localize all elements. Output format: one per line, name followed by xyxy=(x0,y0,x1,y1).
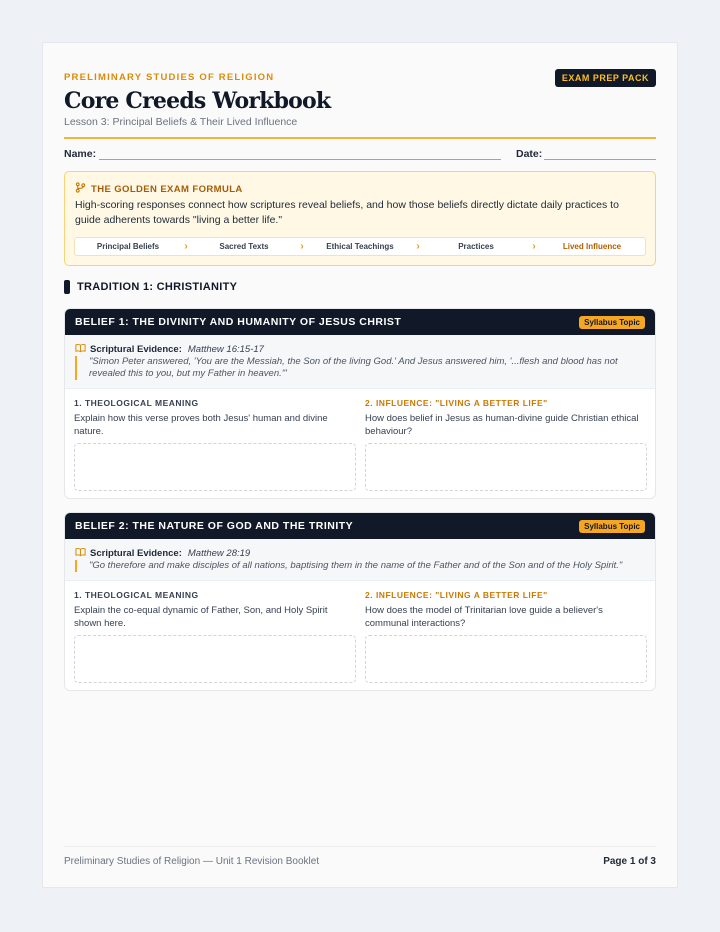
evidence-label: Scriptural Evidence: xyxy=(90,548,182,559)
course-kicker: PRELIMINARY STUDIES OF RELIGION xyxy=(64,72,275,83)
question-text: How does belief in Jesus as human-divine guide Christian ethical behaviour? xyxy=(365,413,639,437)
influence-question xyxy=(365,590,647,683)
chevron-right-icon: › xyxy=(300,241,304,252)
book-icon xyxy=(75,343,86,356)
footer-text: Preliminary Studies of Religion — Unit 1 Revision Booklet xyxy=(64,856,320,867)
step-lived-influence: Lived Influence xyxy=(562,242,622,251)
scripture-quote: "Simon Peter answered, 'You are the Messiah, the Son of the living God.' And Jesus answered him, '...flesh and blood has not revealed this to you, but my Father in heaven.'" xyxy=(75,356,625,380)
belief-header xyxy=(65,309,655,335)
scripture-reference: Matthew 16:15-17 xyxy=(187,344,264,355)
branch-icon xyxy=(75,182,86,196)
question-label: 2. INFLUENCE: "LIVING A BETTER LIFE" xyxy=(365,398,548,408)
evidence-label: Scriptural Evidence: xyxy=(90,344,182,355)
page-title: Core Creeds Workbook xyxy=(64,88,331,114)
name-label: Name: xyxy=(64,148,97,160)
answer-box[interactable] xyxy=(365,635,647,683)
belief-title: BELIEF 2: THE NATURE OF GOD AND THE TRINITY xyxy=(75,520,354,532)
answer-box[interactable] xyxy=(74,443,356,491)
question-text: How does the model of Trinitarian love guide a believer's communal interactions? xyxy=(365,605,603,629)
question-label: 1. THEOLOGICAL MEANING xyxy=(74,590,199,600)
book-icon xyxy=(75,547,86,560)
theological-meaning-question xyxy=(74,398,356,491)
question-text: Explain how this verse proves both Jesus' human and divine nature. xyxy=(74,413,328,437)
question-text: Explain the co-equal dynamic of Father, Son, and Holy Spirit shown here. xyxy=(74,605,328,629)
belief-title: BELIEF 1: THE DIVINITY AND HUMANITY OF JESUS CHRIST xyxy=(75,316,402,328)
tradition-heading xyxy=(64,280,237,294)
section-marker xyxy=(64,280,70,294)
formula-heading-text: THE GOLDEN EXAM FORMULA xyxy=(91,183,243,195)
scripture-evidence xyxy=(65,335,655,389)
student-info-row xyxy=(64,148,656,162)
formula-steps xyxy=(74,237,646,256)
theological-meaning-question xyxy=(74,590,356,683)
influence-question xyxy=(365,398,647,491)
question-label: 1. THEOLOGICAL MEANING xyxy=(74,398,199,408)
step-practices: Practices xyxy=(458,242,494,251)
chevron-right-icon: › xyxy=(184,241,188,252)
page-footer xyxy=(64,846,656,867)
page-subtitle: Lesson 3: Principal Beliefs & Their Lived Influence xyxy=(64,116,298,128)
syllabus-topic-badge: Syllabus Topic xyxy=(579,316,645,329)
formula-text: High-scoring responses connect how scriptures reveal beliefs, and how those beliefs directly dictate daily practices to guide adherents towards "living a better life." xyxy=(75,199,619,226)
step-sacred-texts: Sacred Texts xyxy=(219,242,269,251)
tradition-label: TRADITION 1: CHRISTIANITY xyxy=(77,281,238,293)
step-ethical-teachings: Ethical Teachings xyxy=(326,242,394,251)
date-label: Date: xyxy=(516,148,543,160)
answer-box[interactable] xyxy=(365,443,647,491)
golden-formula-box xyxy=(64,171,656,266)
evidence-heading xyxy=(75,547,250,560)
belief-card-2 xyxy=(64,512,656,691)
chevron-right-icon: › xyxy=(416,241,420,252)
name-field[interactable] xyxy=(99,159,501,160)
scripture-evidence xyxy=(65,539,655,581)
chevron-right-icon: › xyxy=(532,241,536,252)
belief-header xyxy=(65,513,655,539)
scripture-quote: "Go therefore and make disciples of all nations, baptising them in the name of the Father and of the Son and of the Holy Spirit." xyxy=(75,560,645,572)
question-label: 2. INFLUENCE: "LIVING A BETTER LIFE" xyxy=(365,590,548,600)
worksheet-page xyxy=(42,42,678,888)
formula-heading xyxy=(75,182,243,196)
answer-box[interactable] xyxy=(74,635,356,683)
belief-card-1 xyxy=(64,308,656,499)
scripture-reference: Matthew 28:19 xyxy=(187,548,251,559)
syllabus-topic-badge: Syllabus Topic xyxy=(579,520,645,533)
header-divider xyxy=(64,137,656,139)
date-field[interactable] xyxy=(544,159,656,160)
step-principal-beliefs: Principal Beliefs xyxy=(96,242,160,251)
evidence-heading xyxy=(75,343,264,356)
page-number: Page 1 of 3 xyxy=(603,856,656,867)
exam-prep-badge: EXAM PREP PACK xyxy=(555,69,656,87)
